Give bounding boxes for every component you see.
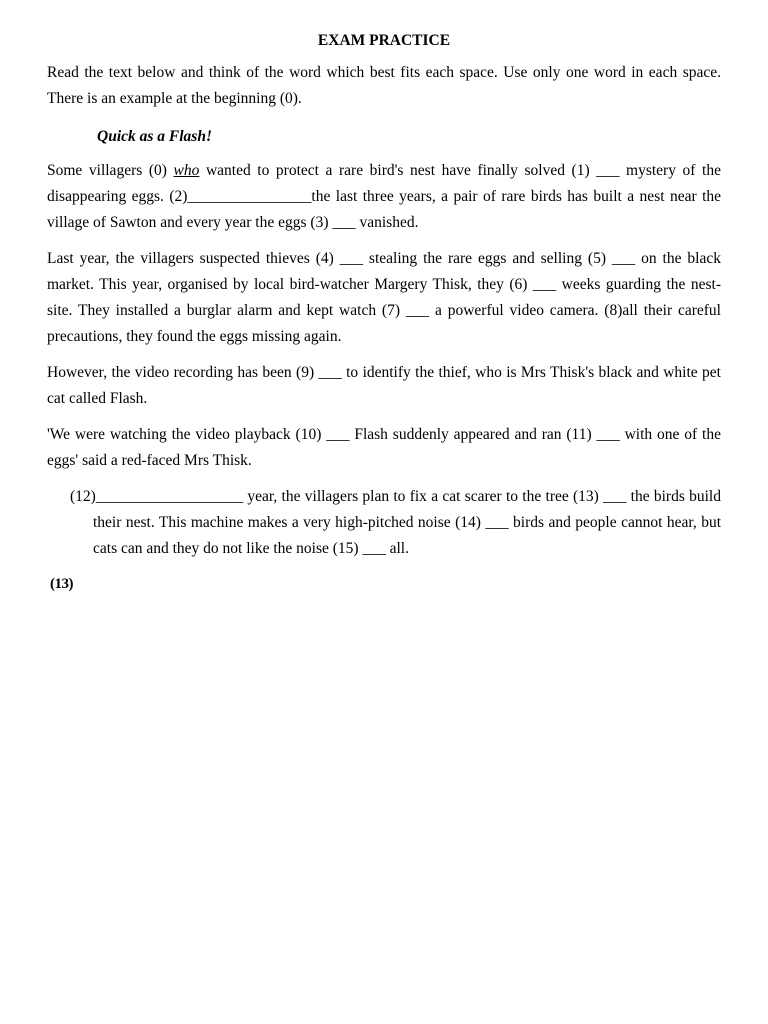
instructions: Read the text below and think of the word which best fits each space. Use only one word in each space. There is an example at the beginning (0). — [47, 64, 721, 107]
paragraph-3: However, the video recording has been (9) ___ to identify the thief, who is Mrs Thisk's black and white pet cat called Flash. — [47, 364, 721, 407]
score-label: (13) — [50, 576, 73, 592]
paragraph-1-rest: wanted to protect a rare bird's nest have finally solved (1) ___ mystery of the disappearing eggs. (2)________________the last three years, a pair of rare birds has built a nest near the village of Sawton and every year the eggs (3) ___ vanished. — [47, 162, 721, 231]
page-title: EXAM PRACTICE — [317, 32, 451, 49]
paragraph-4: 'We were watching the video playback (10) ___ Flash suddenly appeared and ran (11) ___ with one of the eggs' said a red-faced Mrs Thisk. — [47, 426, 721, 469]
paragraph-1 — [47, 158, 721, 236]
example-answer: who — [173, 162, 200, 179]
story-title: Quick as a Flash! — [97, 128, 212, 145]
paragraph-1-start: Some villagers (0) — [47, 162, 174, 179]
paragraph-5: (12)___________________ year, the villagers plan to fix a cat scarer to the tree (13) ___ the birds build their nest. This machine makes a very high-pitched noise (14) ___ birds and people cannot hear, but cats can and they do not like the noise (15) ___ all. — [70, 488, 721, 557]
paragraph-2: Last year, the villagers suspected thieves (4) ___ stealing the rare eggs and selling (5) ___ on the black market. This year, organised by local bird-watcher Margery Thisk, they (6) ___ weeks guarding the nest-site. They installed a burglar alarm and kept watch (7) ___ a powerful video camera. (8)all their careful precautions, they found the eggs missing again. — [47, 250, 721, 345]
